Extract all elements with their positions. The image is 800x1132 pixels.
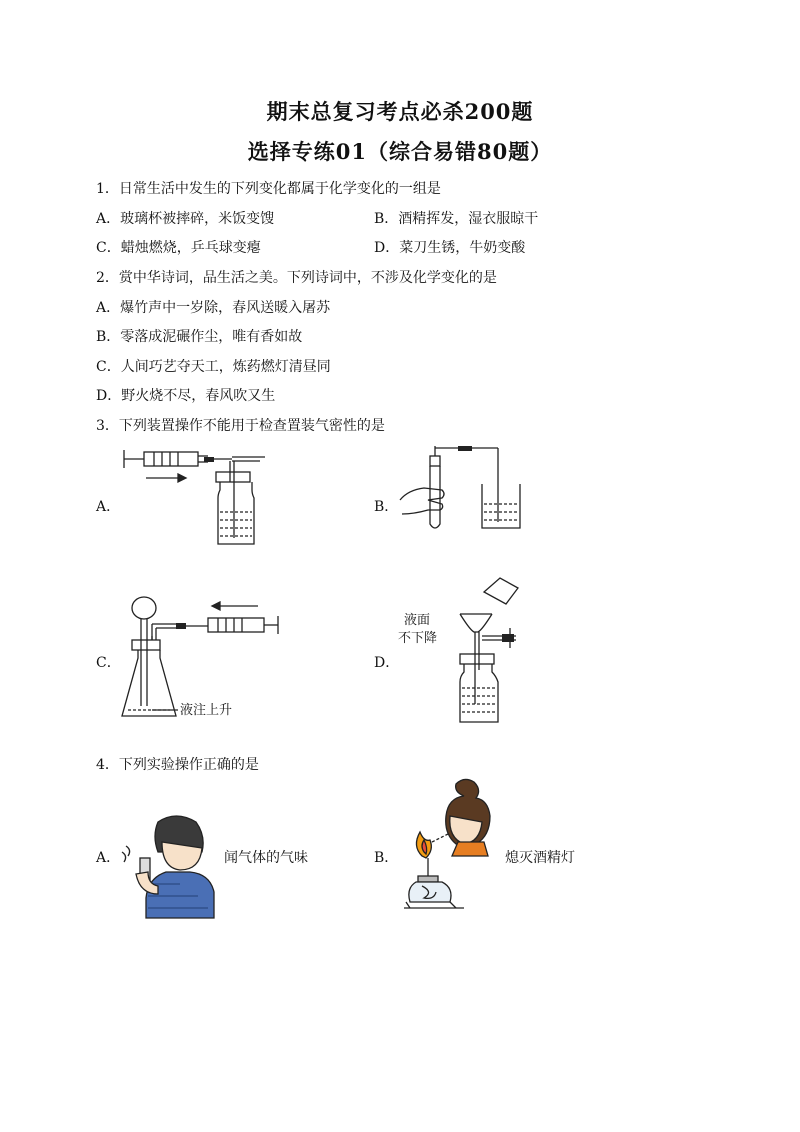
- page-title: 期末总复习考点必杀200题: [266, 99, 534, 124]
- question-1-option-b: B．酒精挥发，湿衣服晾干: [374, 211, 539, 227]
- question-2-option-b: B．零落成泥碾作尘，唯有香如故: [96, 329, 303, 345]
- question-3-option-b: B．: [374, 499, 399, 515]
- question-3-option-d: D．: [374, 655, 400, 671]
- question-1-option-d: D．菜刀生锈，牛奶变酸: [374, 240, 526, 256]
- question-4-stem: 4．下列实验操作正确的是: [96, 757, 259, 773]
- label-extinguish-lamp: 熄灭酒精灯: [505, 850, 575, 866]
- page-subtitle: 选择专练01（综合易错80题）: [247, 139, 553, 164]
- figure-syringe-bottle: [120, 442, 280, 554]
- question-3-stem: 3．下列装置操作不能用于检查置装气密性的是: [96, 418, 385, 434]
- question-4-option-a: A．: [96, 850, 121, 866]
- question-1-option-c: C．蜡烛燃烧，乒乓球变瘪: [96, 240, 261, 256]
- question-2-stem: 2．赏中华诗词，品生活之美。下列诗词中，不涉及化学变化的是: [96, 270, 497, 286]
- question-1-stem: 1．日常生活中发生的下列变化都属于化学变化的一组是: [96, 181, 441, 197]
- figure-girl-alcohol-lamp: [404, 776, 504, 918]
- question-2-option-c: C．人间巧艺夺天工，炼药燃灯清昼同: [96, 359, 331, 375]
- label-does-not-drop: 不下降: [398, 631, 438, 646]
- question-4-option-b: B．: [374, 850, 399, 866]
- question-2-option-a: A．爆竹声中一岁除，春风送暖入屠苏: [96, 300, 331, 316]
- figure-funnel-bottle: [440, 574, 540, 726]
- figure-hand-tube-beaker: [398, 444, 528, 534]
- label-smell-gas: 闻气体的气味: [224, 850, 308, 866]
- question-2-option-d: D．野火烧不尽，春风吹又生: [96, 388, 276, 404]
- question-3-option-c: C．: [96, 655, 121, 671]
- question-3-option-a: A．: [96, 499, 121, 515]
- label-liquid-surface: 液面: [404, 613, 431, 628]
- question-1-option-a: A．玻璃杯被摔碎，米饭变馊: [96, 211, 275, 227]
- label-liquid-column-rises: 液注上升: [180, 703, 233, 718]
- figure-boy-smelling-gas: [118, 812, 224, 920]
